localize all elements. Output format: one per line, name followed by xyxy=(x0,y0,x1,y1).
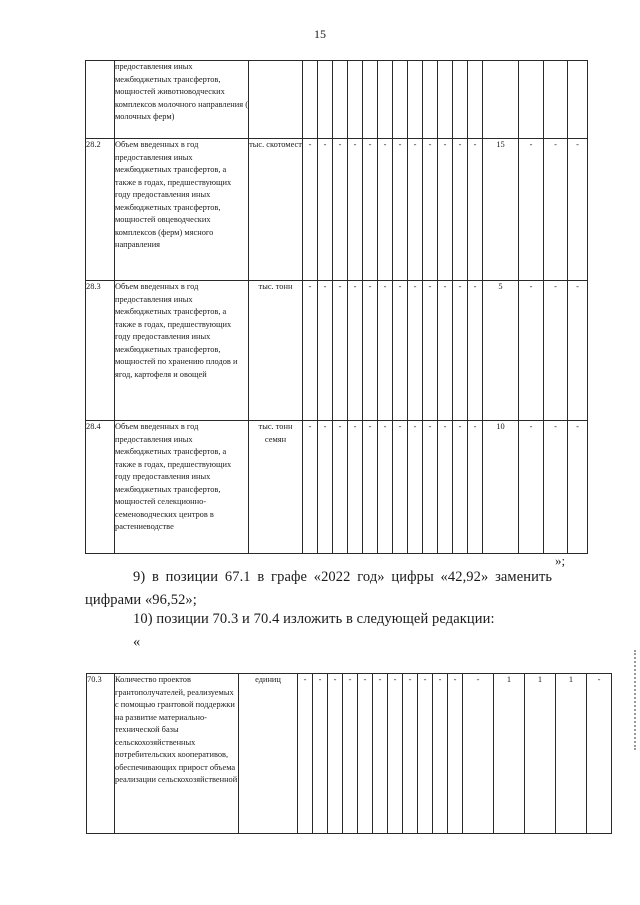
year-value: 1 xyxy=(556,674,587,834)
year-value xyxy=(378,61,393,139)
year-value xyxy=(468,61,483,139)
year-value: - xyxy=(388,674,403,834)
table-row xyxy=(87,674,612,834)
indicators-table-continued xyxy=(85,60,588,554)
unit-of-measure: тыс. скотомест xyxy=(249,139,303,281)
year-value: - xyxy=(468,139,483,281)
opening-quote: « xyxy=(133,634,141,650)
year-value: - xyxy=(348,281,363,421)
indicators-table-new xyxy=(86,673,612,834)
year-value: - xyxy=(423,421,438,554)
indicator-name: Количество проектов грантополучателей, реализуемых с помощью грантовой поддержки на развитие материально-технической базы сельскохозяйственных потребительских кооперативов, обеспечивающих прирост объема реализации сельскохозяйственной xyxy=(115,674,239,834)
year-value xyxy=(333,61,348,139)
year-value: 1 xyxy=(525,674,556,834)
year-value: - xyxy=(438,139,453,281)
year-value: - xyxy=(333,281,348,421)
year-value: - xyxy=(448,674,463,834)
year-value: - xyxy=(373,674,388,834)
year-value: - xyxy=(568,281,588,421)
position-number: 28.2 xyxy=(86,139,115,281)
year-value xyxy=(348,61,363,139)
year-value: - xyxy=(468,421,483,554)
year-value: - xyxy=(378,281,393,421)
year-value: - xyxy=(363,281,378,421)
year-value: - xyxy=(438,281,453,421)
year-value: - xyxy=(348,139,363,281)
year-value: - xyxy=(378,421,393,554)
closing-quote: »; xyxy=(555,553,566,568)
year-value: - xyxy=(438,421,453,554)
year-value xyxy=(453,61,468,139)
year-value xyxy=(519,61,544,139)
table-row xyxy=(86,61,588,139)
year-value: - xyxy=(393,281,408,421)
position-number xyxy=(86,61,115,139)
position-number: 28.3 xyxy=(86,281,115,421)
year-value: - xyxy=(463,674,494,834)
paragraph-9-line-2: цифрами «96,52»; xyxy=(85,592,197,608)
page-number: 15 xyxy=(314,27,326,41)
paragraph-9-line-1: 9) в позиции 67.1 в графе «2022 год» цифры «42,92» заменить xyxy=(133,569,553,585)
year-value: - xyxy=(343,674,358,834)
year-value xyxy=(363,61,378,139)
year-value: - xyxy=(568,421,588,554)
year-value: - xyxy=(393,139,408,281)
indicator-name: Объем введенных в год предоставления иных межбюджетных трансфертов, а также в годах, предшествующих году предоставления иных межбюджетных трансфертов, мощностей селекционно-семеноводческих центров в растениеводстве xyxy=(115,421,249,554)
year-value: - xyxy=(333,139,348,281)
scan-edge-marks xyxy=(634,650,638,750)
year-value xyxy=(393,61,408,139)
year-value: 1 xyxy=(494,674,525,834)
year-value xyxy=(303,61,318,139)
year-value: 15 xyxy=(483,139,519,281)
year-value: - xyxy=(378,139,393,281)
year-value: - xyxy=(363,421,378,554)
year-value xyxy=(423,61,438,139)
year-value xyxy=(408,61,423,139)
year-value: - xyxy=(303,139,318,281)
year-value: - xyxy=(544,281,568,421)
year-value: - xyxy=(453,281,468,421)
indicator-name: предоставления иных межбюджетных трансфертов, мощностей животноводческих комплексов молочного направления ( молочных ферм) xyxy=(115,61,249,139)
year-value: - xyxy=(519,139,544,281)
year-value: - xyxy=(544,421,568,554)
year-value: - xyxy=(393,421,408,554)
year-value: - xyxy=(313,674,328,834)
year-value: - xyxy=(408,281,423,421)
unit-of-measure: тыс. тонн семян xyxy=(249,421,303,554)
year-value: - xyxy=(418,674,433,834)
year-value xyxy=(483,61,519,139)
year-value: - xyxy=(318,281,333,421)
year-value: 5 xyxy=(483,281,519,421)
year-value: - xyxy=(408,139,423,281)
year-value: - xyxy=(403,674,418,834)
year-value: - xyxy=(423,281,438,421)
year-value: - xyxy=(333,421,348,554)
year-value: - xyxy=(363,139,378,281)
year-value: - xyxy=(303,281,318,421)
table-row xyxy=(86,281,588,421)
year-value: - xyxy=(453,139,468,281)
year-value: - xyxy=(318,139,333,281)
year-value: - xyxy=(453,421,468,554)
unit-of-measure: тыс. тонн xyxy=(249,281,303,421)
year-value: - xyxy=(328,674,343,834)
year-value: - xyxy=(519,421,544,554)
position-number: 70.3 xyxy=(87,674,115,834)
indicator-name: Объем введенных в год предоставления иных межбюджетных трансфертов, а также в годах, предшествующих году предоставления иных межбюджетных трансфертов, мощностей овцеводческих комплексов (ферм) мясного направления xyxy=(115,139,249,281)
year-value xyxy=(438,61,453,139)
year-value: - xyxy=(519,281,544,421)
year-value: - xyxy=(433,674,448,834)
year-value: - xyxy=(408,421,423,554)
year-value: 10 xyxy=(483,421,519,554)
year-value: - xyxy=(348,421,363,554)
year-value: - xyxy=(587,674,612,834)
year-value: - xyxy=(544,139,568,281)
year-value: - xyxy=(318,421,333,554)
year-value: - xyxy=(568,139,588,281)
unit-of-measure xyxy=(249,61,303,139)
year-value: - xyxy=(468,281,483,421)
year-value xyxy=(318,61,333,139)
unit-of-measure: единиц xyxy=(239,674,298,834)
year-value xyxy=(568,61,588,139)
year-value: - xyxy=(303,421,318,554)
year-value: - xyxy=(423,139,438,281)
year-value: - xyxy=(358,674,373,834)
indicator-name: Объем введенных в год предоставления иных межбюджетных трансфертов, а также в годах, предшествующих году предоставления иных межбюджетных трансфертов, мощностей по хранению плодов и ягод, картофеля и овощей xyxy=(115,281,249,421)
position-number: 28.4 xyxy=(86,421,115,554)
table-row xyxy=(86,421,588,554)
year-value xyxy=(544,61,568,139)
year-value: - xyxy=(298,674,313,834)
table-row xyxy=(86,139,588,281)
paragraph-10: 10) позиции 70.3 и 70.4 изложить в следующей редакции: xyxy=(133,611,495,627)
